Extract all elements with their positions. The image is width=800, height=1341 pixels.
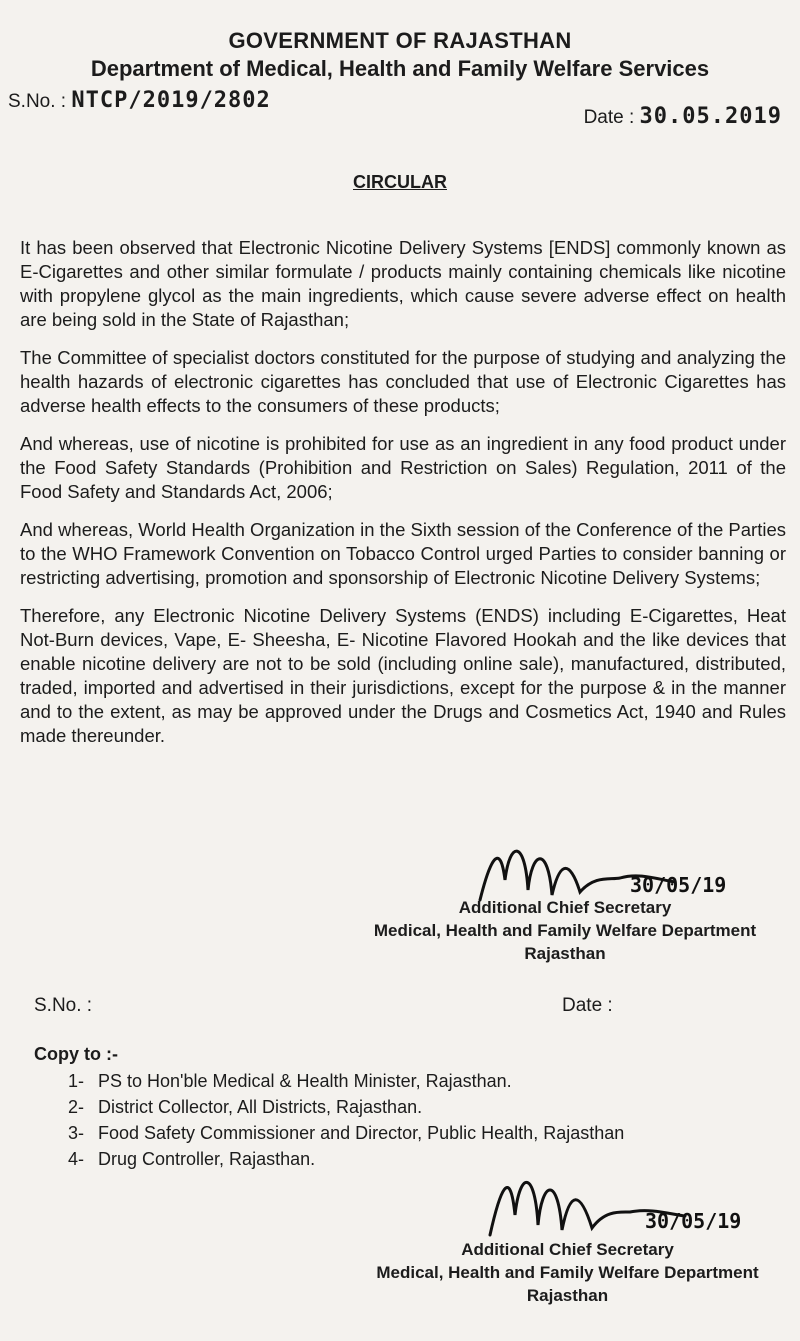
signatory-title: Additional Chief Secretary — [458, 898, 672, 917]
signature-date-note: 30/05/19 — [630, 873, 727, 897]
date-label: Date : — [583, 107, 635, 128]
signature-block — [340, 1238, 795, 1307]
list-text: Drug Controller, Rajasthan. — [98, 1149, 316, 1169]
serial-number-label: S.No. : — [8, 91, 67, 112]
list-number: 4- — [68, 1149, 85, 1169]
date-value: 30.05.2019 — [639, 104, 782, 129]
copy-to-heading: Copy to :- — [34, 1044, 118, 1064]
issue-date — [584, 104, 782, 129]
signatory-department: Medical, Health and Family Welfare Department — [376, 1263, 759, 1282]
list-number: 2- — [68, 1097, 85, 1117]
signatory-state: Rajasthan — [526, 1286, 609, 1305]
list-item — [68, 1120, 768, 1146]
signatory-title: Additional Chief Secretary — [461, 1240, 674, 1259]
footer-serial-number: S.No. : — [34, 995, 93, 1016]
serial-number — [8, 88, 271, 113]
circular-title: CIRCULAR — [353, 172, 447, 192]
signature-block — [340, 896, 790, 965]
signature-mark — [480, 1150, 780, 1250]
list-item — [68, 1094, 768, 1120]
list-number: 3- — [68, 1123, 85, 1143]
paragraph: And whereas, use of nicotine is prohibited for use as an ingredient in any food product under the Food Safety Standards (Prohibition and Restriction on Sales) Regulation, 2011 of the Food Safety and Standards Act, 2006; — [20, 433, 786, 502]
list-text: Food Safety Commissioner and Director, Public Health, Rajasthan — [98, 1123, 625, 1143]
list-text: PS to Hon'ble Medical & Health Minister, Rajasthan. — [98, 1071, 512, 1091]
government-heading: GOVERNMENT OF RAJASTHAN — [228, 28, 572, 53]
signature-date-note: 30/05/19 — [645, 1209, 742, 1233]
signatory-state: Rajasthan — [524, 944, 606, 963]
list-number: 1- — [68, 1071, 85, 1091]
list-item — [68, 1068, 768, 1094]
circular-body — [20, 236, 786, 762]
paragraph: It has been observed that Electronic Nicotine Delivery Systems [ENDS] commonly known as E-Cigarettes and other similar formulate / products mainly containing chemicals like nicotine with propylene glycol as the main ingredients, which cause severe adverse effect on health are being sold in the State of Rajasthan; — [20, 237, 786, 330]
serial-number-value: NTCP/2019/2802 — [71, 88, 271, 113]
signatory-department: Medical, Health and Family Welfare Department — [373, 921, 757, 940]
paragraph: Therefore, any Electronic Nicotine Delivery Systems (ENDS) including E-Cigarettes, Heat Not-Burn devices, Vape, E- Sheesha, E- Nicotine Flavored Hookah and the like devices that enable nicotine delivery are not to be sold (including online sale), manufactured, distributed, traded, imported and advertised in their jurisdictions, except for the purpose & in the manner and to the extent, as may be approved under the Drugs and Cosmetics Act, 1940 and Rules made thereunder. — [20, 605, 786, 746]
list-text: District Collector, All Districts, Rajasthan. — [98, 1097, 423, 1117]
footer-date: Date : — [562, 995, 613, 1016]
paragraph: And whereas, World Health Organization in the Sixth session of the Conference of the Parties to the WHO Framework Convention on Tobacco Control urged Parties to consider banning or restricting advertising, promotion and sponsorship of Electronic Nicotine Delivery Systems; — [20, 519, 786, 588]
paragraph: The Committee of specialist doctors constituted for the purpose of studying and analyzing the health hazards of electronic cigarettes has concluded that use of Electronic Cigarettes has adverse health effects to the consumers of these products; — [20, 347, 786, 416]
department-heading: Department of Medical, Health and Family Welfare Services — [90, 56, 710, 81]
